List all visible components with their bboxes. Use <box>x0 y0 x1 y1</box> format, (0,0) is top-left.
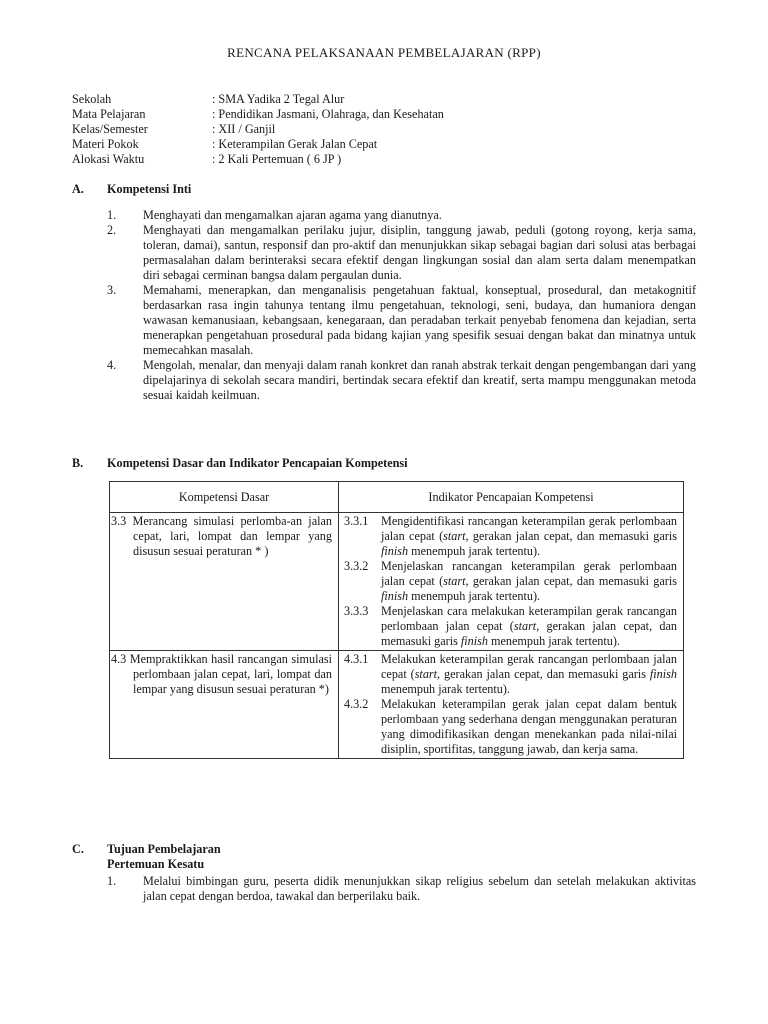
info-label: Sekolah <box>72 92 112 106</box>
kd-cell <box>110 513 339 651</box>
list-number: 4. <box>107 358 117 372</box>
indicator-text-part: menempuh jarak tertentu). <box>381 682 510 696</box>
kompetensi-table <box>109 481 684 759</box>
indicator-item <box>340 559 682 604</box>
section-title: Kompetensi Inti <box>107 182 192 196</box>
indicator-text-part: Mengidentifikasi rancangan keterampilan gerak perlombaan jalan cepat ( <box>381 514 677 543</box>
indicator-text: Melakukan keterampilan gerak jalan cepat dalam bentuk perlombaan yang sederhana dengan menggunakan peraturan yang dimodifikasikan dengan menekankan pada nilai-nilai disiplin, sportifitas, tanggung jawab, dan kerja sama. <box>381 697 677 756</box>
indicator-text-part: gerakan jalan cepat, dan memasuki garis <box>381 619 677 648</box>
section-a-heading <box>72 182 191 197</box>
indicator-text <box>381 604 677 649</box>
info-row-mata-pelajaran <box>72 107 444 122</box>
indicator-code: 4.3.2 <box>344 697 369 711</box>
info-row-sekolah <box>72 92 344 107</box>
info-value: : SMA Yadika 2 Tegal Alur <box>212 92 345 106</box>
indicator-text-part: Menjelaskan rancangan keterampilan gerak perlombaan jalan cepat ( <box>381 559 677 588</box>
indicator-italic: finish <box>381 544 409 558</box>
list-number: 1. <box>107 874 117 888</box>
section-c-heading <box>72 842 221 857</box>
section-letter: C. <box>72 842 84 856</box>
info-label: Alokasi Waktu <box>72 152 145 166</box>
indicator-code: 3.3.3 <box>344 604 369 618</box>
indicator-code: 3.3.2 <box>344 559 369 573</box>
subheading-pertemuan: Pertemuan Kesatu <box>107 857 205 871</box>
indicator-text <box>381 514 677 559</box>
list-number: 3. <box>107 283 117 297</box>
indicator-text <box>381 652 677 697</box>
indicator-italic: finish <box>460 634 488 648</box>
list-text: Menghayati dan mengamalkan perilaku jujur, disiplin, tanggung jawab, peduli (gotong royong, kerja sama, toleran, damai), santun, responsif dan pro-aktif dan menunjukkan sikap sebagai bagian dari solusi atas berbagai permasalahan dalam berinteraksi secara efektif dengan lingkungan sosial dan alam serta dalam menempatkan diri sebagai cerminan bangsa dalam pergaulan dunia. <box>143 223 696 282</box>
info-value: : XII / Ganjil <box>212 122 276 136</box>
indicator-item <box>340 514 682 559</box>
info-row-materi-pokok <box>72 137 377 152</box>
section-title: Tujuan Pembelajaran <box>107 842 221 856</box>
indicator-italic: finish <box>649 667 677 681</box>
indicator-text <box>381 559 677 604</box>
table-row <box>110 513 684 651</box>
info-value: : Pendidikan Jasmani, Olahraga, dan Kesehatan <box>212 107 444 121</box>
kompetensi-inti-list <box>107 208 696 403</box>
column-header-indikator: Indikator Pencapaian Kompetensi <box>339 482 684 513</box>
info-label: Materi Pokok <box>72 137 139 151</box>
indicator-text-part: menempuh jarak tertentu). <box>408 544 541 558</box>
indicator-cell <box>339 513 684 651</box>
indicator-text-part: gerakan jalan cepat, dan memasuki garis <box>440 667 650 681</box>
indicator-text-part: Melakukan keterampilan gerak rancangan perlombaan jalan cepat ( <box>381 652 677 681</box>
table-header-row <box>110 482 684 513</box>
kd-text: 4.3 Mempraktikkan hasil rancangan simulasi perlombaan jalan cepat, lari, lompat dan lempar yang disusun sesuai peraturan *) <box>111 652 332 696</box>
list-item <box>107 358 696 403</box>
list-item <box>107 223 696 283</box>
indicator-item <box>340 604 682 649</box>
info-label: Kelas/Semester <box>72 122 148 136</box>
indicator-italic: start, <box>414 667 441 681</box>
kd-cell <box>110 651 339 759</box>
document-title: RENCANA PELAKSANAAN PEMBELAJARAN (RPP) <box>227 45 541 60</box>
indicator-text-part: menempuh jarak tertentu). <box>408 589 541 603</box>
section-letter: A. <box>72 182 84 196</box>
list-item <box>107 208 696 223</box>
list-number: 1. <box>107 208 117 222</box>
list-text: Mengolah, menalar, dan menyaji dalam ranah konkret dan ranah abstrak terkait dengan pengembangan dari yang dipelajarinya di sekolah secara mandiri, bertindak secara efektif dan kreatif, serta mampu menggunakan metoda sesuai kaidah keilmuan. <box>143 358 696 402</box>
table-row <box>110 651 684 759</box>
indicator-text-part: gerakan jalan cepat, dan memasuki garis <box>468 574 677 588</box>
indicator-italic: start, <box>443 574 469 588</box>
kd-text: 3.3 Merancang simulasi perlomba-an jalan cepat, lari, lompat dan lempar yang disusun sesuai peraturan * ) <box>111 514 332 558</box>
indicator-italic: finish <box>381 589 409 603</box>
list-text: Melalui bimbingan guru, peserta didik menunjukkan sikap religius sebelum dan setelah melakukan aktivitas jalan cepat dengan berdoa, tawakal dan berperilaku baik. <box>143 874 696 903</box>
info-row-alokasi-waktu <box>72 152 341 167</box>
list-item <box>107 283 696 358</box>
info-row-kelas-semester <box>72 122 275 137</box>
info-label: Mata Pelajaran <box>72 107 146 121</box>
section-b-heading <box>72 456 408 471</box>
indicator-cell <box>339 651 684 759</box>
info-value: : 2 Kali Pertemuan ( 6 JP ) <box>212 152 342 166</box>
indicator-item <box>340 697 682 757</box>
section-letter: B. <box>72 456 84 470</box>
list-item <box>107 874 696 904</box>
indicator-item <box>340 652 682 697</box>
indicator-text-part: menempuh jarak tertentu). <box>487 634 620 648</box>
indicator-text-part: gerakan jalan cepat, dan memasuki garis <box>468 529 677 543</box>
indicator-italic: start, <box>443 529 469 543</box>
section-title: Kompetensi Dasar dan Indikator Pencapaian Kompetensi <box>107 456 408 470</box>
indicator-code: 4.3.1 <box>344 652 369 666</box>
info-value: : Keterampilan Gerak Jalan Cepat <box>212 137 378 151</box>
column-header-kd: Kompetensi Dasar <box>110 482 339 513</box>
indicator-text-part: Menjelaskan cara melakukan keterampilan gerak rancangan perlombaan jalan cepat ( <box>381 604 677 633</box>
list-number: 2. <box>107 223 117 237</box>
indicator-code: 3.3.1 <box>344 514 369 528</box>
indicator-italic: start, <box>513 619 540 633</box>
tujuan-list <box>107 874 696 904</box>
list-text: Menghayati dan mengamalkan ajaran agama yang dianutnya. <box>143 208 442 222</box>
list-text: Memahami, menerapkan, dan menganalisis pengetahuan faktual, konseptual, prosedural, dan metakognitif berdasarkan rasa ingin tahunya tentang ilmu pengetahuan, teknologi, seni, budaya, dan humaniora dengan wawasan kemanusiaan, kebangsaan, kenegaraan, dan peradaban terkait penyebab fenomena dan kejadian, serta menerapkan pengetahuan prosedural pada bidang kajian yang spesifik sesuai dengan bakat dan minatnya untuk memecahkan masalah. <box>143 283 696 357</box>
